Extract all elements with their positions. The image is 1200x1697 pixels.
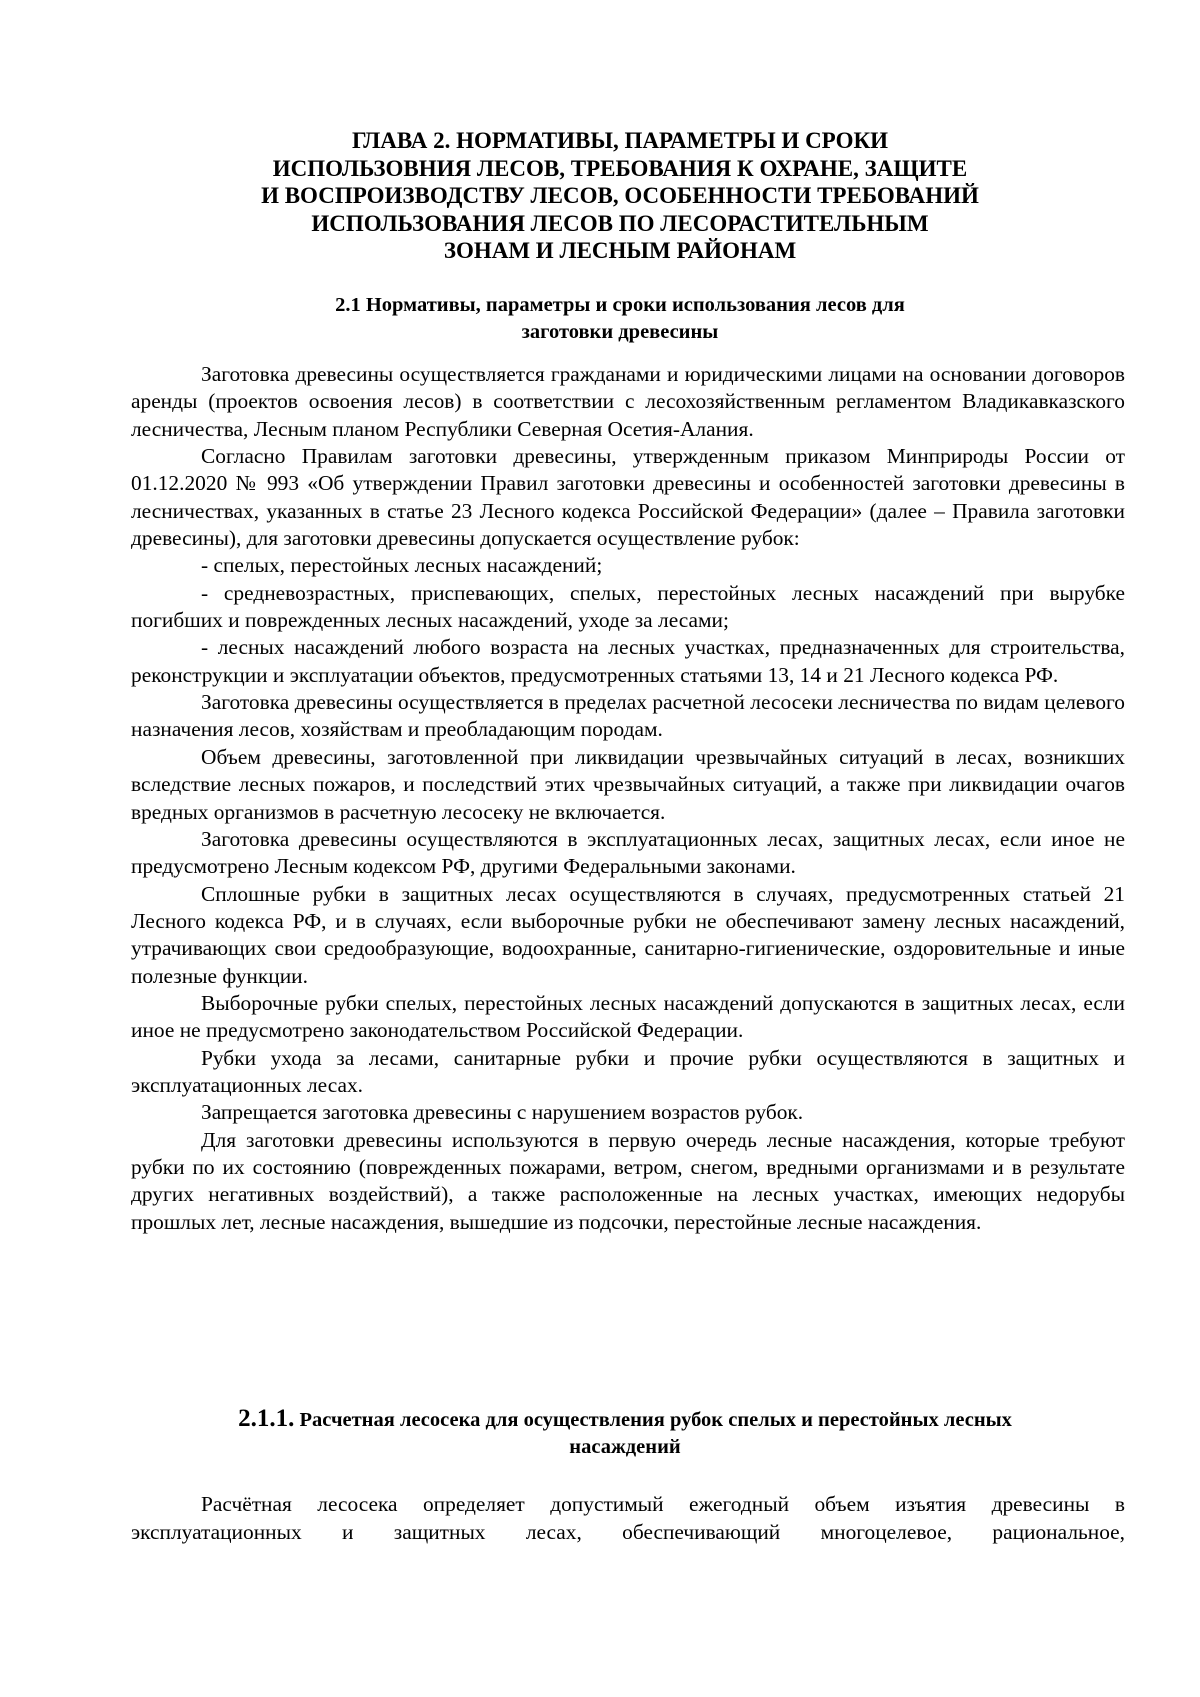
subsection-title-line: насаждений [569, 1436, 681, 1458]
paragraph: Заготовка древесины осуществляется в пределах расчетной лесосеки лесничества по видам целевого назначения лесов, хозяйствам и преобладающим породам. [131, 690, 1125, 742]
chapter-title [225, 127, 1015, 265]
chapter-title-line: ЗОНАМ И ЛЕСНЫМ РАЙОНАМ [443, 238, 797, 263]
chapter-title-line: И ВОСПРОИЗВОДСТВУ ЛЕСОВ, ОСОБЕННОСТИ ТРЕБОВАНИЙ [261, 183, 979, 208]
paragraph: Рубки ухода за лесами, санитарные рубки и прочие рубки осуществляются в защитных и эксплуатационных лесах. [131, 1045, 1125, 1097]
paragraph: Объем древесины, заготовленной при ликвидации чрезвычайных ситуаций в лесах, возникших вследствие лесных пожаров, и последствий этих чрезвычайных ситуаций, а также при ликвидации очагов вредных организмов в расчетную лесосеку не включается. [131, 744, 1125, 824]
paragraph: Расчётная лесосека определяет допустимый ежегодный объем изъятия древесины в эксплуатационных и защитных лесах, обеспечивающий многоцелевое, рациональное, [131, 1492, 1125, 1544]
paragraph: Согласно Правилам заготовки древесины, утвержденным приказом Минприроды России от 01.12.2020 № 993 «Об утверждении Правил заготовки древесины и особенностей заготовки древесины в лесничествах, указанных в статье 23 Лесного кодекса Российской Федерации» (далее – Правила заготовки древесины), для заготовки древесины допускается осуществление рубок: [131, 444, 1125, 551]
chapter-title-line: ИСПОЛЬЗОВАНИЯ ЛЕСОВ ПО ЛЕСОРАСТИТЕЛЬНЫМ [311, 210, 929, 236]
paragraph: Заготовка древесины осуществляется гражданами и юридическими лицами на основании договоров аренды (проектов освоения лесов) в соответствии с лесохозяйственным регламентом Владикавказского лесничества, Лесным планом Республики Северная Осетия-Алания. [131, 362, 1125, 441]
subsection-title-text: Расчетная лесосека для осуществления рубок спелых и перестойных лесных [299, 1409, 1012, 1431]
section-title-line: 2.1 Нормативы, параметры и сроки использования лесов для [335, 294, 905, 316]
tail-text [131, 1490, 1125, 1546]
paragraph: Сплошные рубки в защитных лесах осуществляются в случаях, предусмотренных статьей 21 Лесного кодекса РФ, и в случаях, если выборочные рубки не обеспечивают замену лесных насаждений, утрачивающих свои средообразующие, водоохранные, санитарно-гигиенические, оздоровительные и иные полезные функции. [131, 881, 1125, 988]
subsection-title [160, 1405, 1090, 1461]
chapter-title-line: ГЛАВА 2. НОРМАТИВЫ, ПАРАМЕТРЫ И СРОКИ [351, 128, 889, 153]
paragraph: Выборочные рубки спелых, перестойных лесных насаждений допускаются в защитных лесах, если иное не предусмотрено законодательством Российской Федерации. [131, 990, 1125, 1043]
paragraph: Для заготовки древесины используются в первую очередь лесные насаждения, которые требуют рубки по их состоянию (поврежденных пожарами, ветром, снегом, вредными организмами и в результате других негативных воздействий), а также расположенные на лесных участках, имеющих недорубы прошлых лет, лесные насаждения, вышедшие из подсочки, перестойные лесные насаждения. [131, 1127, 1125, 1234]
section-title-line: заготовки древесины [521, 321, 719, 343]
paragraph: Запрещается заготовка древесины с нарушением возрастов рубок. [201, 1100, 804, 1125]
section-title [230, 292, 1010, 346]
list-item: - средневозрастных, приспевающих, спелых, перестойных лесных насаждений при вырубке погибших и поврежденных лесных насаждений, уходе за лесами; [131, 580, 1125, 633]
subsection-title-line [160, 1405, 1090, 1434]
list-item: - спелых, перестойных лесных насаждений; [201, 553, 603, 578]
list-item: - лесных насаждений любого возраста на лесных участках, предназначенных для строительства, реконструкции и эксплуатации объектов, предусмотренных статьями 13, 14 и 21 Лесного кодекса РФ. [131, 635, 1125, 687]
chapter-title-line: ИСПОЛЬЗОВНИЯ ЛЕСОВ, ТРЕБОВАНИЯ К ОХРАНЕ, ЗАЩИТЕ [272, 155, 968, 181]
body-text [131, 361, 1125, 1236]
subsection-number: 2.1.1. [238, 1405, 295, 1432]
paragraph: Заготовка древесины осуществляются в эксплуатационных лесах, защитных лесах, если иное не предусмотрено Лесным кодексом РФ, другими Федеральными законами. [131, 826, 1125, 879]
